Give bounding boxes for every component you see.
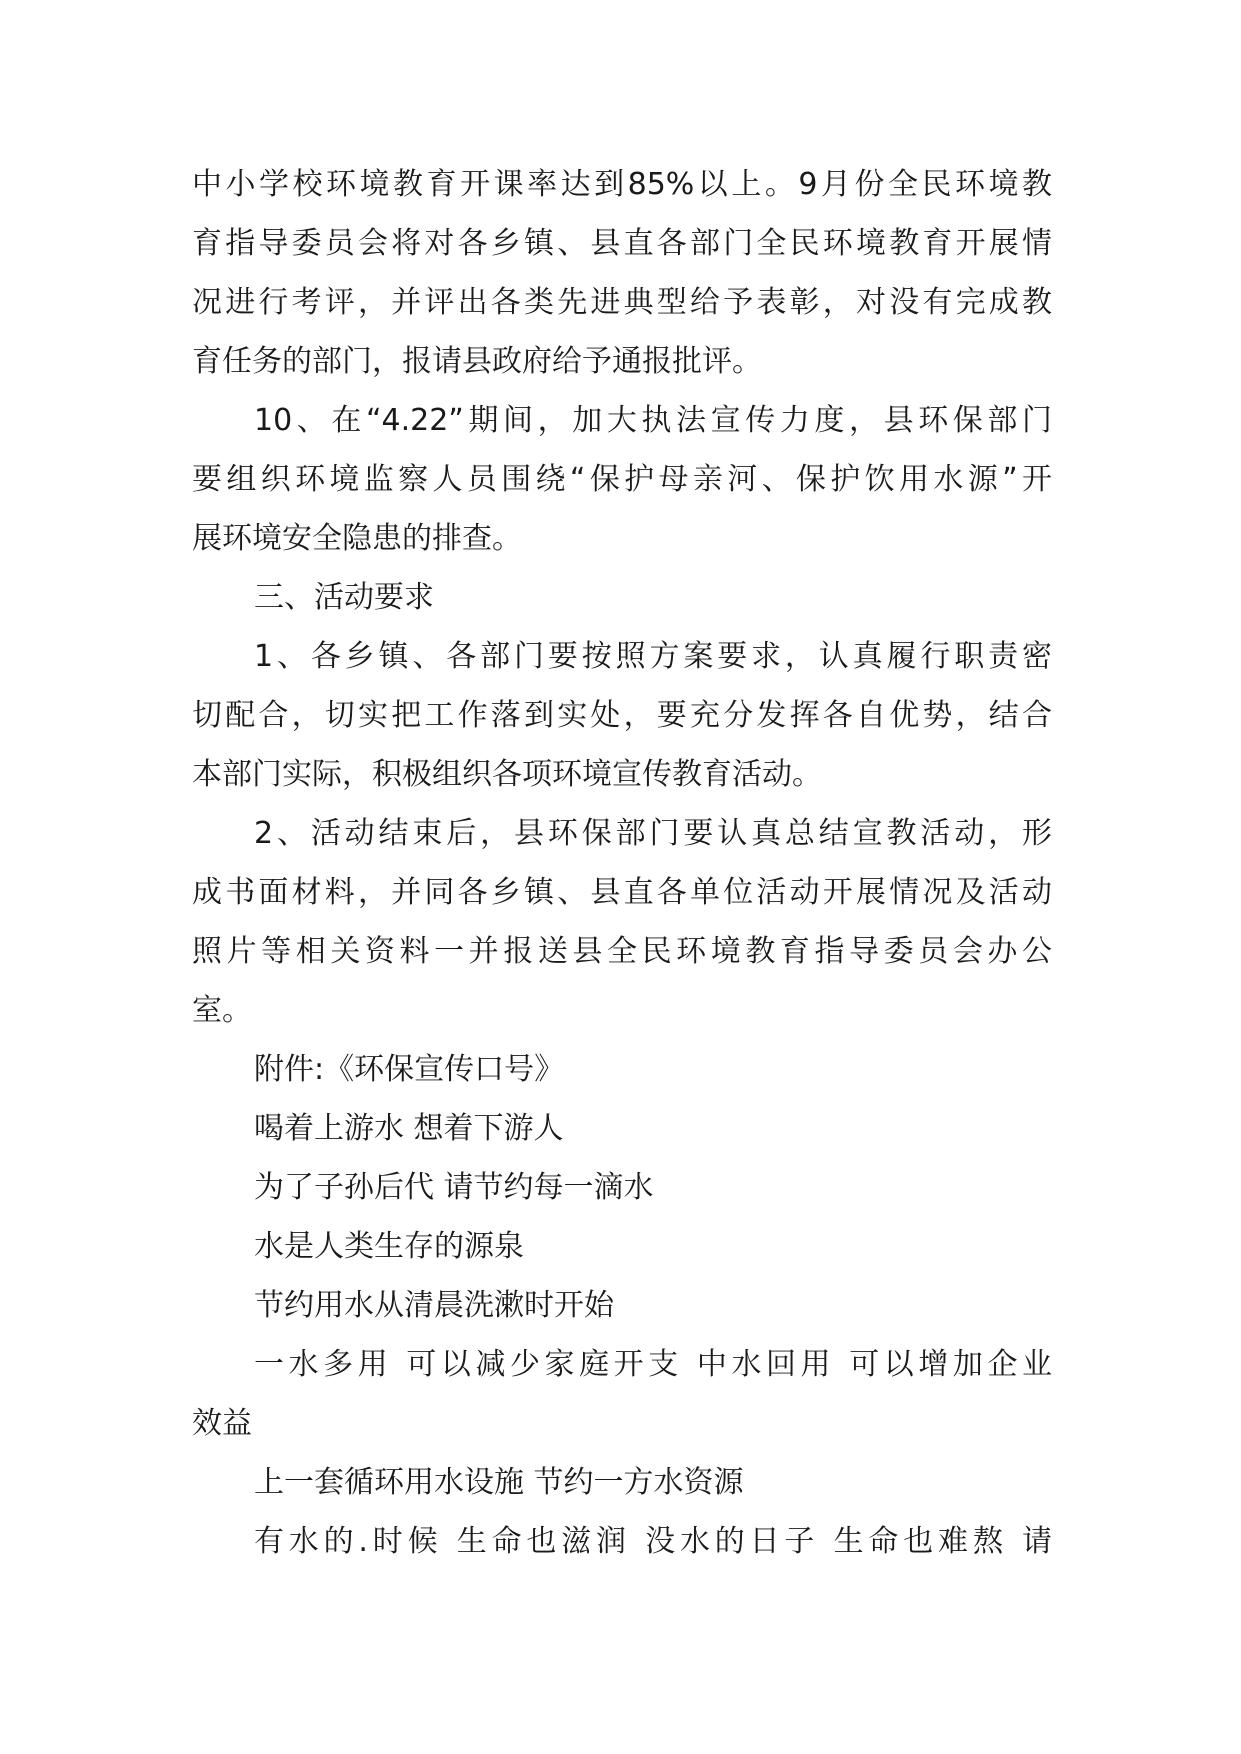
text-line: 10、在“4.22”期间，加大执法宣传力度，县环保部门 [254, 403, 1052, 438]
text-line: 2、活动结束后，县环保部门要认真总结宣教活动，形 [254, 816, 1052, 851]
text-line: 育指导委员会将对各乡镇、县直各部门全民环境教育开展情 [192, 226, 1052, 261]
text-line: 本部门实际，积极组织各项环境宣传教育活动。 [192, 757, 822, 792]
text-line: 水是人类生存的源泉 [254, 1229, 524, 1264]
text-line: 中小学校环境教育开课率达到85%以上。9月份全民环境教 [192, 167, 1052, 202]
text-line: 节约用水从清晨洗漱时开始 [254, 1288, 614, 1323]
text-line: 喝着上游水 想着下游人 [254, 1111, 564, 1146]
text-line: 育任务的部门，报请县政府给予通报批评。 [192, 344, 762, 379]
text-line: 照片等相关资料一并报送县全民环境教育指导委员会办公 [192, 934, 1052, 969]
text-line: 效益 [192, 1406, 252, 1441]
text-line: 三、活动要求 [254, 580, 434, 615]
text-line: 1、各乡镇、各部门要按照方案要求，认真履行职责密 [254, 639, 1052, 674]
text-line: 切配合，切实把工作落到实处，要充分发挥各自优势，结合 [192, 698, 1052, 733]
text-line: 有水的.时候 生命也滋润 没水的日子 生命也难熬 请 [254, 1524, 1052, 1559]
text-line: 上一套循环用水设施 节约一方水资源 [254, 1465, 744, 1500]
text-line: 为了子孙后代 请节约每一滴水 [254, 1170, 654, 1205]
text-line: 成书面材料，并同各乡镇、县直各单位活动开展情况及活动 [192, 875, 1052, 910]
text-line: 室。 [192, 993, 252, 1028]
text-line: 一水多用 可以减少家庭开支 中水回用 可以增加企业 [254, 1347, 1052, 1382]
document-body [192, 155, 1052, 1571]
text-line: 况进行考评，并评出各类先进典型给予表彰，对没有完成教 [192, 285, 1052, 320]
text-line: 展环境安全隐患的排查。 [192, 521, 522, 556]
text-line: 要组织环境监察人员围绕“保护母亲河、保护饮用水源”开 [192, 462, 1052, 497]
text-line: 附件:《环保宣传口号》 [254, 1052, 565, 1087]
